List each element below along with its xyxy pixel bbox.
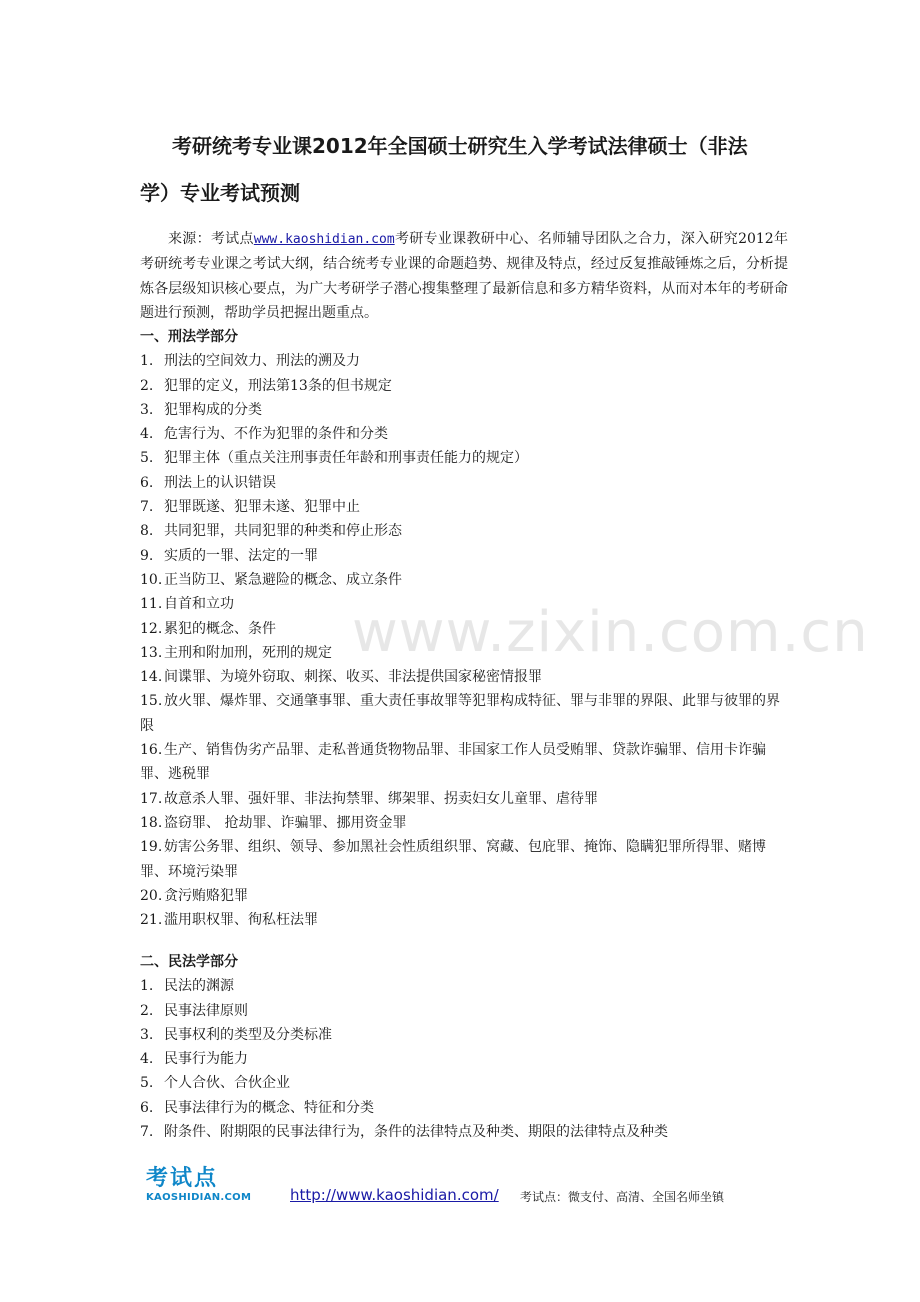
list-item-text: 犯罪主体（重点关注刑事责任年龄和刑事责任能力的规定） xyxy=(164,450,528,467)
list-item-text: 实质的一罪、法定的一罪 xyxy=(164,547,318,564)
list-item xyxy=(140,689,788,738)
section-heading: 二、民法学部分 xyxy=(140,954,238,970)
item-list xyxy=(140,974,788,1144)
list-item-number: 18. xyxy=(140,814,163,831)
list-item-number: 19. xyxy=(140,839,163,856)
list-item xyxy=(140,641,788,665)
section-heading: 一、刑法学部分 xyxy=(140,329,238,345)
list-item-number: 17. xyxy=(140,790,163,807)
list-item-text: 危害行为、不作为犯罪的条件和分类 xyxy=(164,426,388,443)
list-item xyxy=(140,1120,788,1144)
list-item-number: 5. xyxy=(140,1075,154,1092)
list-item-number: 12. xyxy=(140,620,163,637)
intro-link[interactable]: www.kaoshidian.com xyxy=(253,232,395,247)
list-item-text: 民法的渊源 xyxy=(164,978,234,995)
list-item xyxy=(140,495,788,519)
list-item-text: 生产、销售伪劣产品罪、走私普通货物物品罪、非国家工作人员受贿罪、贷款诈骗罪、信用卡诈骗罪、逃税罪 xyxy=(140,742,766,783)
list-item xyxy=(140,374,788,398)
page-footer xyxy=(140,1166,788,1216)
list-item-number: 1. xyxy=(140,978,154,995)
list-item-number: 8. xyxy=(140,523,154,540)
list-item-number: 11. xyxy=(140,596,163,613)
list-item-number: 15. xyxy=(140,693,163,710)
list-item-text: 犯罪的定义，刑法第13条的但书规定 xyxy=(164,377,392,394)
kaoshidian-logo[interactable] xyxy=(146,1166,268,1206)
list-item-number: 3. xyxy=(140,1026,154,1043)
list-item-text: 累犯的概念、条件 xyxy=(164,620,276,637)
list-item-number: 13. xyxy=(140,644,163,661)
list-item-number: 6. xyxy=(140,474,154,491)
section-criminal-law xyxy=(140,325,788,932)
list-item-number: 10. xyxy=(140,571,163,588)
list-item-number: 3. xyxy=(140,401,154,418)
document-title-line1: 考研统考专业课2012年全国硕士研究生入学考试法律硕士（非法 xyxy=(172,134,748,158)
item-list xyxy=(140,349,788,932)
list-item-text: 个人合伙、合伙企业 xyxy=(164,1075,290,1092)
list-item-number: 4. xyxy=(140,426,154,443)
list-item-number: 7. xyxy=(140,1124,154,1141)
list-item xyxy=(140,1071,788,1095)
logo-sub-text: KAOSHIDIAN.COM xyxy=(146,1192,252,1203)
list-item xyxy=(140,811,788,835)
intro-body: 考研专业课教研中心、名师辅导团队之合力，深入研究2012年考研统考专业课之考试大纲，结合统考专业课的命题趋势、规律及特点，经过反复推敲锤炼之后，分析提炼各层级知识核心要点，为广大考研学子潜心搜集整理了最新信息和多方精华资料，从而对本年的考研命题进行预测，帮助学员把握出题重点。 xyxy=(140,231,788,321)
list-item-number: 6. xyxy=(140,1099,154,1116)
list-item-text: 放火罪、爆炸罪、交通肇事罪、重大责任事故罪等犯罪构成特征、罪与非罪的界限、此罪与彼罪的界限 xyxy=(140,693,780,734)
section-civil-law xyxy=(140,950,788,1144)
list-item xyxy=(140,422,788,446)
list-item-number: 16. xyxy=(140,742,163,759)
footer-link[interactable]: http://www.kaoshidian.com/ xyxy=(290,1186,499,1204)
list-item-text: 共同犯罪，共同犯罪的种类和停止形态 xyxy=(164,523,402,540)
list-item xyxy=(140,349,788,373)
list-item xyxy=(140,592,788,616)
list-item xyxy=(140,1096,788,1120)
list-item-text: 民事权利的类型及分类标准 xyxy=(164,1026,332,1043)
list-item xyxy=(140,471,788,495)
list-item-number: 14. xyxy=(140,669,163,686)
list-item xyxy=(140,446,788,470)
list-item xyxy=(140,884,788,908)
list-item xyxy=(140,398,788,422)
list-item xyxy=(140,738,788,787)
list-item xyxy=(140,665,788,689)
list-item-text: 故意杀人罪、强奸罪、非法拘禁罪、绑架罪、拐卖妇女儿童罪、虐待罪 xyxy=(164,790,598,807)
list-item-number: 2. xyxy=(140,377,154,394)
list-item-number: 21. xyxy=(140,912,163,929)
list-item-number: 5. xyxy=(140,450,154,467)
list-item xyxy=(140,568,788,592)
intro-paragraph xyxy=(140,227,788,325)
list-item-text: 滥用职权罪、徇私枉法罪 xyxy=(164,912,318,929)
list-item xyxy=(140,1047,788,1071)
watermark: www.zixin.com.cn xyxy=(352,600,869,665)
list-item-text: 刑法上的认识错误 xyxy=(164,474,276,491)
list-item-text: 盗窃罪、 抢劫罪、诈骗罪、挪用资金罪 xyxy=(164,814,407,831)
list-item-number: 9. xyxy=(140,547,154,564)
list-item-text: 主刑和附加刑，死刑的规定 xyxy=(164,644,332,661)
list-item-text: 自首和立功 xyxy=(164,596,234,613)
list-item-text: 附条件、附期限的民事法律行为，条件的法律特点及种类、期限的法律特点及种类 xyxy=(164,1124,668,1141)
list-item-text: 犯罪既遂、犯罪未遂、犯罪中止 xyxy=(164,499,360,516)
list-item xyxy=(140,835,788,884)
list-item-number: 4. xyxy=(140,1051,154,1068)
list-item-text: 间谍罪、为境外窃取、刺探、收买、非法提供国家秘密情报罪 xyxy=(164,669,542,686)
list-item-text: 犯罪构成的分类 xyxy=(164,401,262,418)
list-item-number: 2. xyxy=(140,1002,154,1019)
list-item-text: 民事法律行为的概念、特征和分类 xyxy=(164,1099,374,1116)
list-item-text: 民事行为能力 xyxy=(164,1051,248,1068)
list-item-text: 妨害公务罪、组织、领导、参加黑社会性质组织罪、窝藏、包庇罪、掩饰、隐瞒犯罪所得罪、赌博罪、环境污染罪 xyxy=(140,839,766,880)
list-item-text: 正当防卫、紧急避险的概念、成立条件 xyxy=(164,571,402,588)
list-item xyxy=(140,974,788,998)
footer-text: 考试点：微支付、高清、全国名师坐镇 xyxy=(520,1190,725,1204)
list-item xyxy=(140,617,788,641)
list-item-number: 7. xyxy=(140,499,154,516)
list-item xyxy=(140,1023,788,1047)
list-item-number: 1. xyxy=(140,353,154,370)
list-item-text: 民事法律原则 xyxy=(164,1002,248,1019)
logo-main-text: 考试点 xyxy=(146,1166,219,1191)
list-item-text: 刑法的空间效力、刑法的溯及力 xyxy=(164,353,360,370)
list-item xyxy=(140,519,788,543)
list-item xyxy=(140,787,788,811)
list-item-number: 20. xyxy=(140,887,163,904)
list-item xyxy=(140,999,788,1023)
document-title-line2: 学）专业考试预测 xyxy=(140,181,300,205)
intro-prefix: 来源：考试点 xyxy=(168,231,254,247)
list-item-text: 贪污贿赂犯罪 xyxy=(164,887,248,904)
list-item xyxy=(140,544,788,568)
list-item xyxy=(140,908,788,932)
